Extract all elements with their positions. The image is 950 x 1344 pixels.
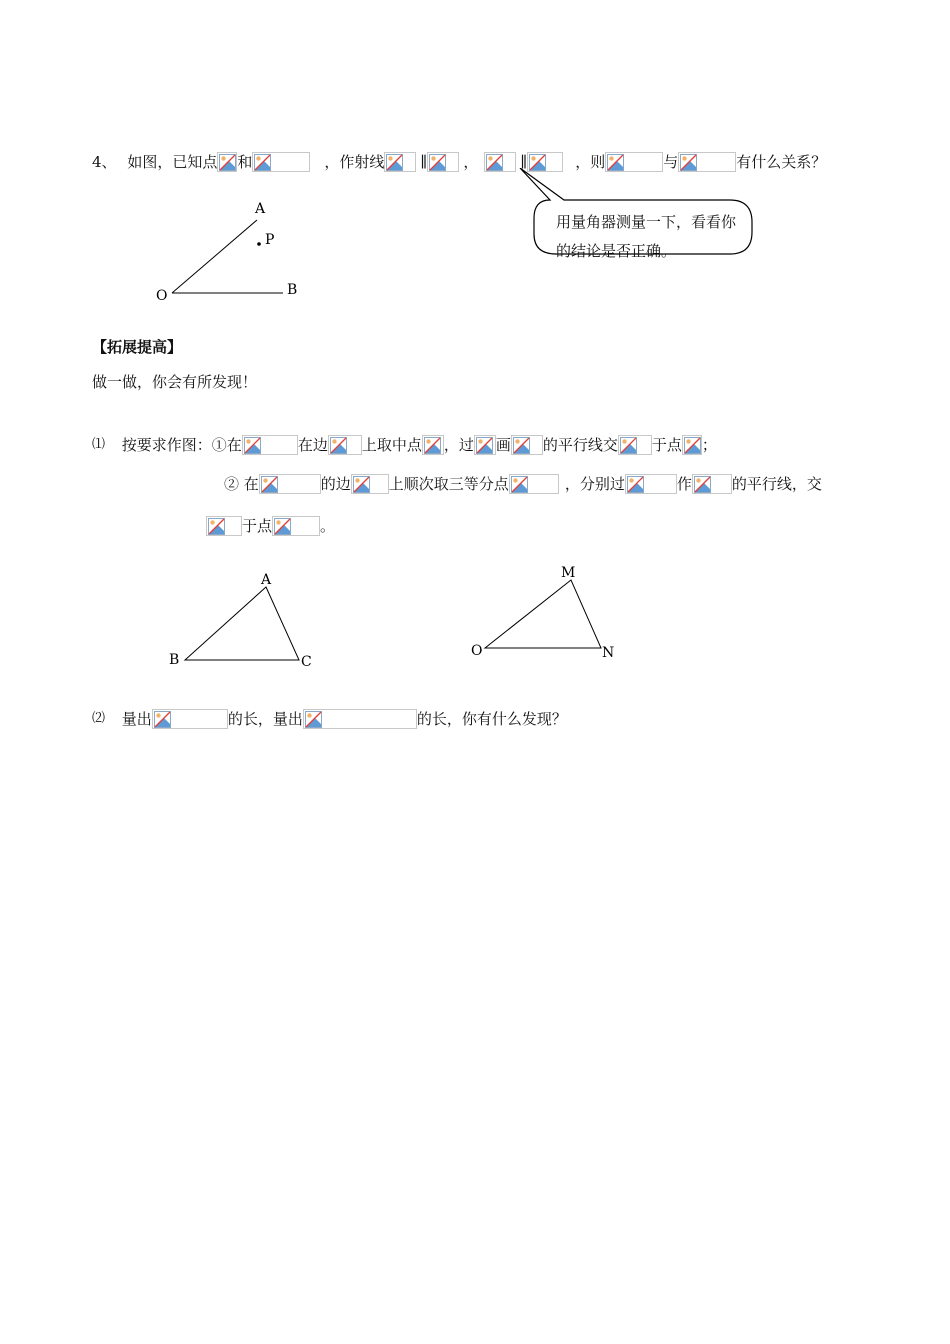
vertex-label-n: N: [602, 645, 615, 661]
parallel-symbol: ∥: [420, 153, 428, 171]
broken-image-icon: [154, 711, 171, 728]
p1-text: 画: [495, 436, 511, 454]
p1-line2: [224, 472, 822, 495]
broken-image-icon: [274, 518, 291, 535]
broken-image-icon: [429, 154, 446, 171]
formula-image: [474, 435, 496, 455]
formula-image: [152, 709, 228, 729]
callout-text: 用量角器测量一下，看看你的结论是否正确。: [556, 213, 737, 260]
formula-image: [618, 435, 652, 455]
p1-text: 在边: [297, 436, 328, 454]
formula-image: [422, 435, 444, 455]
point-label-p: P: [265, 232, 275, 248]
q4-text: ，作射线: [324, 153, 385, 171]
parallel-symbol: ∥: [520, 153, 528, 171]
formula-image: [351, 474, 389, 494]
formula-image: [303, 709, 417, 729]
formula-image: [259, 474, 321, 494]
vertex-label-o: O: [471, 643, 483, 659]
p2-text: 的长，你有什么发现？: [416, 710, 567, 728]
p1-text: 的平行线交: [542, 436, 618, 454]
broken-image-icon: [627, 476, 644, 493]
broken-image-icon: [305, 711, 322, 728]
broken-image-icon: [511, 476, 528, 493]
vertex-label-a: A: [261, 572, 272, 588]
point-label-o: O: [156, 288, 168, 304]
p1-number: ⑴: [92, 437, 106, 452]
p1-text: 上取中点: [361, 436, 422, 454]
p1-text: ，分别过: [564, 475, 625, 493]
p1-line1: [92, 433, 717, 456]
broken-image-icon: [486, 154, 503, 171]
broken-image-icon: [684, 437, 701, 454]
p1-text: 的边: [320, 475, 351, 493]
p1-text: 上顺次取三等分点: [388, 475, 509, 493]
p1-text: 按要求作图：①在: [121, 436, 242, 454]
formula-image: [509, 474, 559, 494]
p2-text: 量出: [121, 710, 152, 728]
broken-image-icon: [330, 437, 347, 454]
point-label-b: B: [287, 282, 298, 298]
broken-image-icon: [353, 476, 370, 493]
formula-image: [328, 435, 362, 455]
vertex-label-c: C: [301, 654, 312, 670]
broken-image-icon: [620, 437, 637, 454]
q4-text: 和: [237, 153, 253, 171]
p1-text: ；: [701, 436, 717, 454]
formula-image: [272, 516, 320, 536]
formula-image: [692, 474, 732, 494]
q4-text: ，则: [575, 153, 606, 171]
p1-line3: [206, 514, 335, 537]
section-intro: 做一做，你会有所发现！: [92, 373, 258, 391]
broken-image-icon: [261, 476, 278, 493]
q4-text: 如图，已知点: [127, 153, 218, 171]
p1-text: 的平行线，交: [731, 475, 822, 493]
broken-image-icon: [254, 154, 271, 171]
p1-text: 于点: [242, 517, 273, 535]
broken-image-icon: [694, 476, 711, 493]
p1-text: ，过: [443, 436, 474, 454]
formula-image: [252, 152, 310, 172]
formula-image: [384, 152, 416, 172]
p1-text: 作: [676, 475, 692, 493]
formula-image: [484, 152, 516, 172]
q4-text: ，: [463, 153, 479, 171]
formula-image: [427, 152, 459, 172]
p1-text: 于点: [651, 436, 682, 454]
p2-text: 的长，量出: [227, 710, 303, 728]
broken-image-icon: [424, 437, 441, 454]
p1-text: ② 在: [224, 475, 259, 493]
p2-line: [92, 707, 567, 730]
point-label-a: A: [255, 201, 266, 217]
broken-image-icon: [386, 154, 403, 171]
broken-image-icon: [513, 437, 530, 454]
triangle-abc: [165, 568, 320, 673]
p1-text: 。: [320, 517, 336, 535]
q4-text: 有什么关系？: [736, 153, 827, 171]
broken-image-icon: [219, 154, 236, 171]
q4-text: 与: [663, 153, 679, 171]
broken-image-icon: [208, 518, 225, 535]
formula-image: [242, 435, 298, 455]
triangle-mon: [465, 560, 625, 665]
formula-image: [511, 435, 543, 455]
vertex-label-m: M: [561, 565, 576, 581]
p2-number: ⑵: [92, 711, 106, 726]
formula-image: [682, 435, 702, 455]
angle-figure: [150, 196, 320, 306]
broken-image-icon: [244, 437, 261, 454]
q4-number: 4、: [92, 153, 117, 171]
broken-image-icon: [476, 437, 493, 454]
section-title: 【拓展提高】: [92, 338, 183, 356]
vertex-label-b: B: [169, 652, 180, 668]
formula-image: [217, 152, 237, 172]
formula-image: [625, 474, 677, 494]
formula-image: [206, 516, 242, 536]
